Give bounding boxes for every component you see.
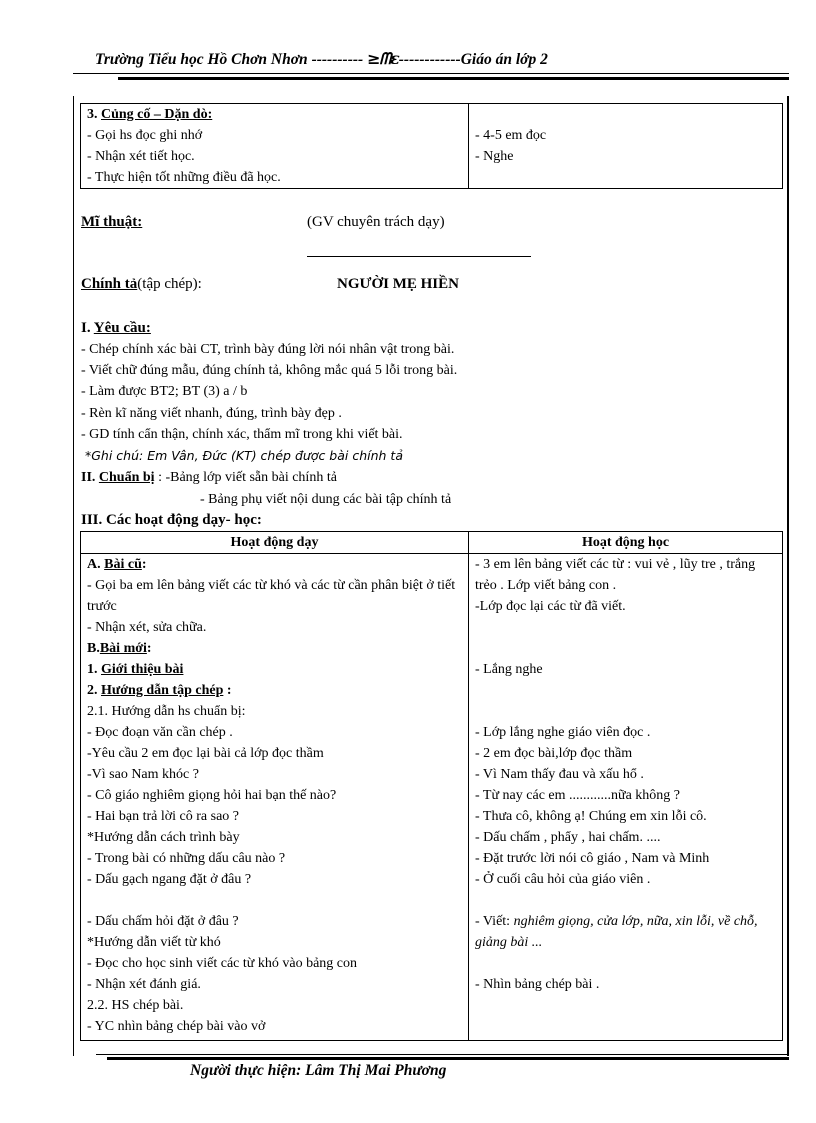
student-line: - Lắng nghe bbox=[475, 662, 543, 677]
teacher-line: 2.2. HS chép bài. bbox=[87, 998, 184, 1013]
summary-table bbox=[80, 103, 783, 189]
student-line: - Đặt trước lời nói cô giáo , Nam và Minh bbox=[475, 851, 710, 866]
student-line: - 2 em đọc bài,lớp đọc thầm bbox=[475, 746, 633, 761]
spacer bbox=[475, 638, 776, 659]
summary-line: - Gọi hs đọc ghi nhớ bbox=[87, 128, 203, 143]
teacher-line: -Yêu cầu 2 em đọc lại bài cả lớp đọc thầm bbox=[87, 746, 324, 761]
section-divider bbox=[307, 256, 531, 257]
chuan-bi-line: II. Chuẩn bị : -Bảng lớp viết sẵn bài chính tả bbox=[81, 470, 337, 485]
grade-label: Giáo án lớp 2 bbox=[460, 51, 548, 68]
footer-author: Người thực hiện: Lâm Thị Mai Phương bbox=[190, 1062, 447, 1079]
yeu-cau-heading: I. Yêu cầu: bbox=[81, 320, 151, 336]
teacher-line: - Đọc đoạn văn cần chép . bbox=[87, 725, 233, 740]
student-line: - Vì Nam thấy đau và xấu hổ . bbox=[475, 767, 644, 782]
spacer bbox=[87, 890, 462, 911]
section-b-heading: B.Bài mới: bbox=[87, 641, 152, 656]
teacher-line: 2.1. Hướng dẫn hs chuẩn bị: bbox=[87, 704, 246, 719]
step-1-heading: 1. Giới thiệu bài bbox=[87, 662, 184, 677]
spacer bbox=[475, 617, 776, 638]
yeu-cau-line: - Làm được BT2; BT (3) a / b bbox=[81, 384, 248, 399]
section-a-heading: A. Bài cũ: bbox=[87, 557, 147, 572]
page-header bbox=[95, 49, 548, 69]
lesson-title: NGƯỜI MẸ HIỀN bbox=[337, 276, 459, 292]
chinh-ta-label: Chính tả bbox=[81, 276, 138, 292]
student-line: - 3 em lên bảng viết các từ : vui vẻ , lũy tre , trắng trẻo . Lớp viết bảng con . bbox=[475, 557, 756, 593]
chuan-bi-line2: - Bảng phụ viết nội dung các bài tập chính tả bbox=[200, 492, 452, 507]
header-rule-thick bbox=[118, 77, 789, 80]
school-name: Trường Tiểu học Hồ Chơn Nhơn bbox=[95, 51, 308, 68]
student-vocab-line: - Viết: nghiêm giọng, cửa lớp, nữa, xin lỗi, về chỗ, giảng bài ... bbox=[475, 914, 758, 950]
teacher-line: - Trong bài có những dấu câu nào ? bbox=[87, 851, 286, 866]
teacher-line: *Hướng dẫn cách trình bày bbox=[87, 830, 240, 845]
teacher-line: - YC nhìn bảng chép bài vào vở bbox=[87, 1019, 266, 1034]
summary-right-line bbox=[475, 104, 776, 125]
teacher-line: *Hướng dẫn viết từ khó bbox=[87, 935, 221, 950]
header-dashes-left: ---------- bbox=[311, 51, 364, 68]
chinh-ta-sub: (tập chép): bbox=[137, 276, 202, 292]
summary-heading: 3. Củng cố – Dặn dò: bbox=[87, 107, 213, 122]
yeu-cau-line: - Rèn kĩ năng viết nhanh, đúng, trình bày đẹp . bbox=[81, 406, 342, 421]
student-line: - Lớp lắng nghe giáo viên đọc . bbox=[475, 725, 651, 740]
student-line: - Thưa cô, không ạ! Chúng em xin lỗi cô. bbox=[475, 809, 707, 824]
teacher-line: - Cô giáo nghiêm giọng hỏi hai bạn thế nào? bbox=[87, 788, 337, 803]
student-line: - Nhìn bảng chép bài . bbox=[475, 977, 600, 992]
teacher-line: - Nhận xét, sửa chữa. bbox=[87, 620, 207, 635]
footer-rule-thick bbox=[107, 1057, 789, 1060]
summary-left-cell bbox=[81, 104, 469, 189]
student-line: - Ở cuối câu hỏi của giáo viên . bbox=[475, 872, 651, 887]
yeu-cau-line: - Chép chính xác bài CT, trình bày đúng lời nói nhân vật trong bài. bbox=[81, 342, 455, 357]
summary-right-line: - Nghe bbox=[475, 149, 514, 164]
summary-right-line: - 4-5 em đọc bbox=[475, 128, 547, 143]
activities-table bbox=[80, 531, 783, 1041]
footer-rule-thin bbox=[96, 1054, 789, 1055]
yeu-cau-note: *Ghi chú: Em Vân, Đức (KT) chép được bài chính tả bbox=[85, 448, 403, 463]
vocab-words: nghiêm giọng, cửa lớp, nữa, xin lỗi, về chỗ, giảng bài ... bbox=[475, 914, 758, 950]
chuan-bi-label: Chuẩn bị bbox=[98, 470, 155, 485]
col-header-teacher: Hoạt động dạy bbox=[81, 532, 469, 554]
yeu-cau-line: - Viết chữ đúng mẫu, đúng chính tả, không mắc quá 5 lỗi trong bài. bbox=[81, 363, 458, 378]
mi-thuat-label: Mĩ thuật: bbox=[81, 214, 143, 230]
header-dashes-right: ------------ bbox=[398, 51, 461, 68]
summary-line: - Nhận xét tiết học. bbox=[87, 149, 195, 164]
mi-thuat-note: (GV chuyên trách dạy) bbox=[307, 214, 445, 230]
chinh-ta-line bbox=[81, 274, 202, 295]
student-line: -Lớp đọc lại các từ đã viết. bbox=[475, 599, 626, 614]
teacher-line: - Đọc cho học sinh viết các từ khó vào bảng con bbox=[87, 956, 358, 971]
col-header-student: Hoạt động học bbox=[469, 532, 783, 554]
spacer bbox=[475, 701, 776, 722]
student-activities-cell bbox=[469, 554, 783, 1041]
spacer bbox=[475, 890, 776, 911]
summary-right-cell bbox=[469, 104, 783, 189]
teacher-line: - Nhận xét đánh giá. bbox=[87, 977, 201, 992]
teacher-line: - Dấu gạch ngang đặt ở đâu ? bbox=[87, 872, 252, 887]
hoat-dong-heading: III. Các hoạt động dạy- học: bbox=[81, 512, 262, 528]
teacher-line: - Hai bạn trả lời cô ra sao ? bbox=[87, 809, 240, 824]
teacher-line: - Gọi ba em lên bảng viết các từ khó và các từ cần phân biệt ở tiết trước bbox=[87, 578, 456, 614]
teacher-activities-cell bbox=[81, 554, 469, 1041]
teacher-line: -Vì sao Nam khóc ? bbox=[87, 767, 199, 782]
teacher-line: - Dấu chấm hỏi đặt ở đâu ? bbox=[87, 914, 239, 929]
summary-line: - Thực hiện tốt những điều đã học. bbox=[87, 170, 281, 185]
yeu-cau-line: - GD tính cẩn thận, chính xác, thẩm mĩ trong khi viết bài. bbox=[81, 427, 403, 442]
spacer bbox=[475, 680, 776, 701]
student-line: - Từ nay các em ............nữa không ? bbox=[475, 788, 681, 803]
step-2-heading: 2. Hướng dẫn tập chép : bbox=[87, 683, 232, 698]
student-line: - Dấu chấm , phẩy , hai chấm. .... bbox=[475, 830, 661, 845]
header-rule-thin bbox=[73, 73, 789, 74]
logo-icon: ≥ᗰε bbox=[367, 49, 399, 68]
spacer bbox=[475, 953, 776, 974]
